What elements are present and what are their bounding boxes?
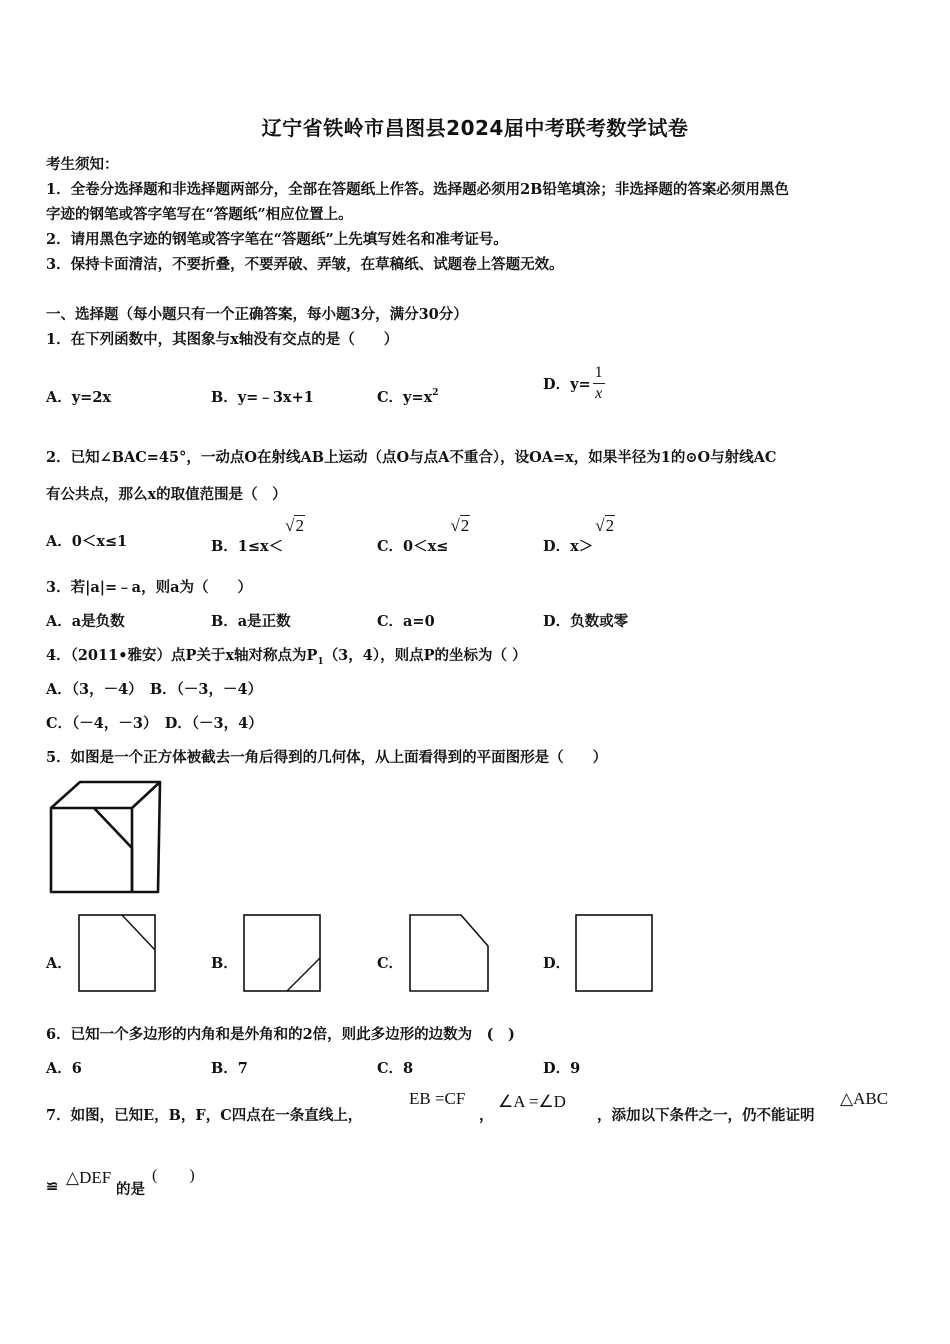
q4-stem-part-b: （3，4），则点P的坐标为（ ）	[323, 647, 527, 664]
notice-heading: 考生须知：	[46, 156, 119, 173]
q5-figure-a	[78, 914, 156, 992]
formula-eb-cf: EB =CF	[409, 1089, 466, 1108]
q5-option-d: D．	[543, 955, 571, 972]
notice-line-3: 3．保持卡面清洁，不要折叠，不要弄破、弄皱，在草稿纸、试题卷上答题无效。	[46, 256, 564, 273]
sqrt-radicand: 2	[460, 516, 470, 535]
q1-option-a: A．y=2x	[46, 389, 112, 406]
q4-stem-part-a: 4．（2011•雅安）点P关于x轴对称点为P	[46, 647, 318, 664]
q1-fraction	[593, 363, 605, 404]
question-3-stem: 3．若|a|=﹣a，则a为（ ）	[46, 579, 252, 596]
sqrt-radicand: 2	[295, 516, 304, 535]
q3-option-d: D．负数或零	[543, 613, 629, 630]
question-7-stem-a: 7．如图，已知E，B，F，C四点在一条直线上，	[46, 1107, 363, 1124]
sqrt-symbol: √2	[285, 516, 304, 535]
page-title: 辽宁省铁岭市昌图县2024届中考联考数学试卷	[261, 116, 689, 140]
q3-option-c: C．a=0	[377, 613, 435, 630]
notice-line-1a: 1．全卷分选择题和非选择题两部分，全部在答题纸上作答。选择题必须用2B铅笔填涂；非选择题的答案必须用黑色	[46, 181, 789, 198]
question-7-stem-b: ，添加以下条件之一，仍不能证明	[597, 1107, 815, 1124]
q2-option-a: A．0＜x≤1	[46, 533, 128, 550]
truncated-cube-figure	[48, 780, 164, 894]
q2-option-d-text: D．x＞	[543, 538, 594, 555]
answer-bracket: ( )	[152, 1167, 195, 1184]
question-4-stem	[46, 644, 527, 667]
q1-option-b: B．y=﹣3x+1	[211, 389, 314, 406]
q5-figure-c	[409, 914, 489, 992]
q5-figure-b	[243, 914, 321, 992]
q1-option-d-base: D．y=	[543, 376, 591, 393]
q5-option-a: A．	[46, 955, 72, 972]
q1-option-d	[543, 363, 605, 404]
formula-triangle-abc: △ABC	[840, 1089, 889, 1108]
q2-option-d	[543, 516, 615, 556]
q4-subscript: 1	[317, 656, 324, 667]
q6-option-a: A．6	[46, 1060, 82, 1077]
formula-triangle-def: △DEF	[66, 1168, 112, 1187]
q4-options-cd: C．（－4，－3） D．（－3，4）	[46, 715, 263, 732]
q2-option-c-text: C．0＜x≤	[377, 538, 449, 555]
q7-comma: ，	[479, 1107, 494, 1124]
notice-line-2: 2．请用黑色字迹的钢笔或答字笔在“答题纸”上先填写姓名和准考证号。	[46, 231, 508, 248]
q6-option-c: C．8	[377, 1060, 414, 1077]
section-heading: 一、选择题（每小题只有一个正确答案，每小题3分，满分30分）	[46, 306, 468, 323]
fraction-denominator: x	[595, 385, 603, 402]
q4-options-ab: A．（3，－4） B．（－3，－4）	[46, 681, 263, 698]
q1-option-c-base: C．y=x	[377, 389, 433, 406]
question-6-stem: 6．已知一个多边形的内角和是外角和的2倍，则此多边形的边数为 ( )	[46, 1026, 515, 1043]
q5-figure-d	[575, 914, 653, 992]
question-2-stem-line1: 2．已知∠BAC=45°，一动点O在射线AB上运动（点O与点A不重合），设OA=x，如果半径为1的⊙O与射线AC	[46, 449, 777, 466]
formula-angle-a-angle-d: ∠A =∠D	[498, 1092, 566, 1111]
congruence-symbol: ≌	[46, 1178, 59, 1195]
q5-option-b: B．	[211, 955, 238, 972]
sqrt-symbol: √2	[450, 516, 470, 535]
question-1-stem: 1．在下列函数中，其图象与x轴没有交点的是（ ）	[46, 331, 399, 348]
notice-line-1b: 字迹的钢笔或答字笔写在“答题纸”相应位置上。	[46, 206, 353, 223]
q1-option-c	[377, 386, 439, 407]
q6-option-d: D．9	[543, 1060, 581, 1077]
sqrt-symbol: √2	[595, 516, 615, 535]
q2-option-b	[211, 516, 305, 556]
q5-option-c: C．	[377, 955, 404, 972]
fraction-numerator: 1	[593, 363, 605, 384]
q1-option-c-exponent: 2	[432, 388, 439, 398]
q2-option-b-text: B．1≤x＜	[211, 538, 284, 555]
sqrt-radicand: 2	[605, 516, 615, 535]
q3-option-b: B．a是正数	[211, 613, 291, 630]
q2-option-c	[377, 516, 470, 556]
question-7-stem-c: 的是	[116, 1181, 145, 1198]
q6-option-b: B．7	[211, 1060, 248, 1077]
question-2-stem-line2: 有公共点，那么x的取值范围是（ ）	[46, 486, 287, 503]
q3-option-a: A．a是负数	[46, 613, 125, 630]
question-5-stem: 5．如图是一个正方体被截去一角后得到的几何体，从上面看得到的平面图形是（ ）	[46, 749, 608, 766]
